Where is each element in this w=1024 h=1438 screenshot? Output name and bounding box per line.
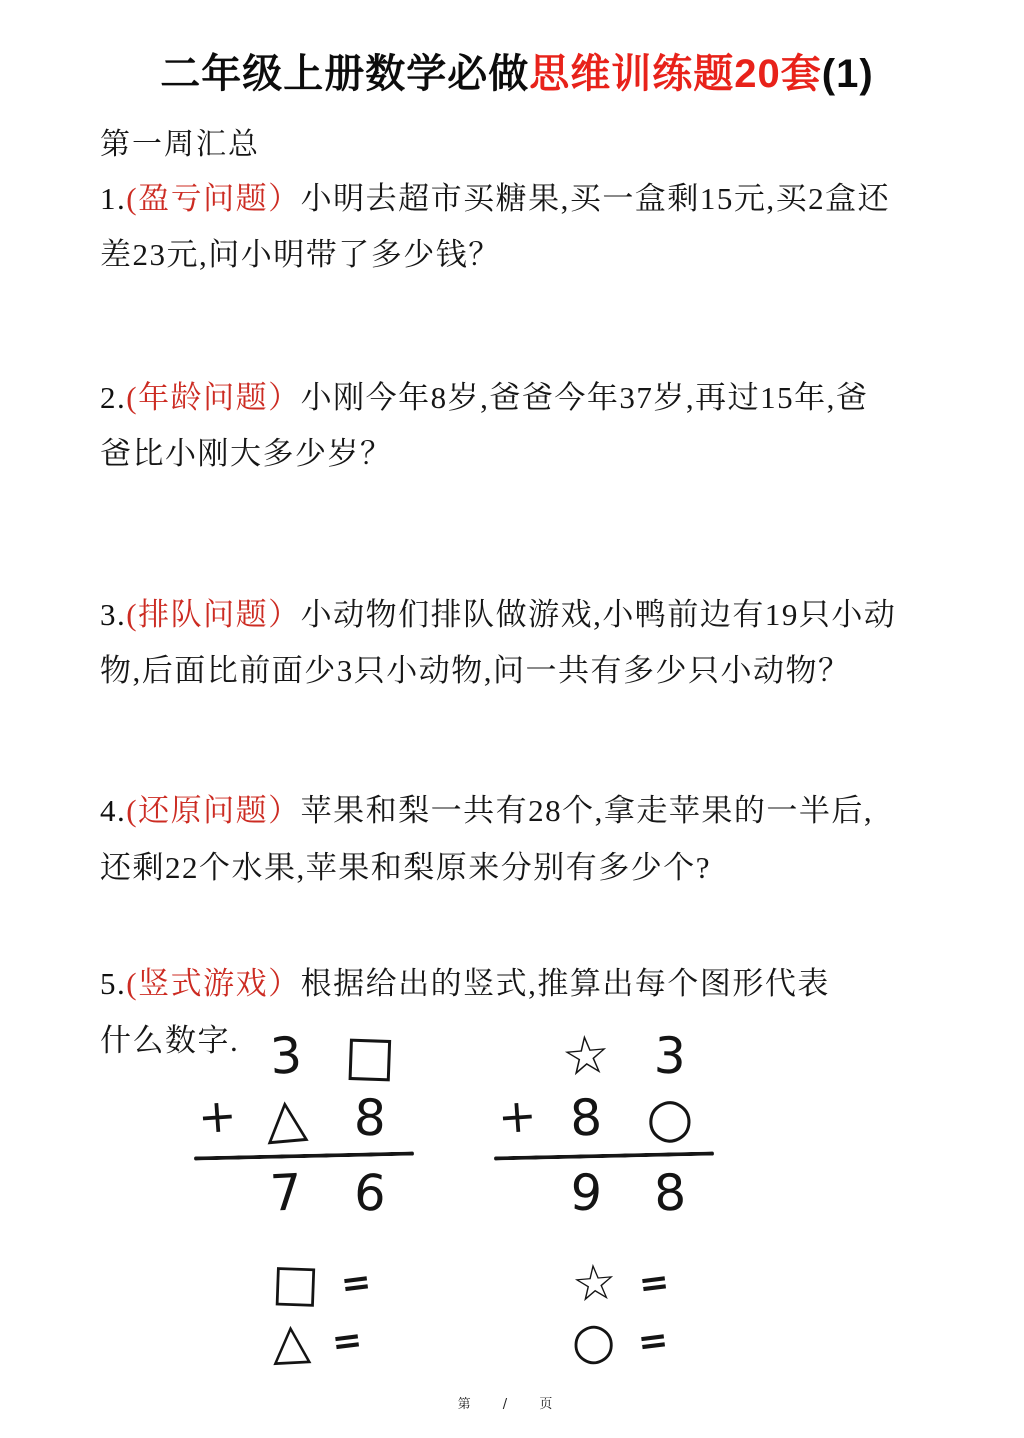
- problem-3-tag: (排队问题）: [126, 596, 301, 632]
- unknown-row: [569, 1252, 704, 1314]
- title-black-part: 二年级上册数学必做: [160, 52, 530, 96]
- problem-2-tag: (年龄问题）: [126, 379, 301, 415]
- star-shape: ☆: [559, 1022, 613, 1090]
- unknown-row: [272, 1312, 404, 1370]
- square-shape: □: [343, 1023, 397, 1088]
- problem-3-line1: 小动物们排队做游戏,小鸭前边有19只小动: [300, 596, 897, 632]
- puzzle-right: [496, 1022, 704, 1371]
- digit: 6: [352, 1163, 388, 1224]
- digit: 9: [568, 1163, 604, 1224]
- problem-3-number: 3.: [100, 596, 127, 632]
- puzzle-right-top-row: [552, 1022, 704, 1090]
- problem-4-number: 4.: [100, 793, 127, 829]
- problem-5-number: 5.: [100, 966, 127, 1002]
- unknown-row: [272, 1254, 404, 1312]
- puzzle-left-addend-row: [196, 1084, 404, 1151]
- equals-sign: =: [636, 1260, 672, 1306]
- problem-2: [100, 370, 934, 483]
- problem-5-tag: (竖式游戏）: [126, 966, 301, 1002]
- star-shape: ☆: [569, 1252, 620, 1314]
- puzzle-left-unknowns: [272, 1254, 404, 1370]
- page-title: [100, 42, 934, 99]
- page-footer: 第 / 页: [457, 1397, 567, 1412]
- week-summary-heading: 第一周汇总: [100, 128, 260, 161]
- triangle-shape: △: [270, 1311, 312, 1372]
- puzzle-left: [196, 1023, 404, 1372]
- problem-1-line2: 差23元,问小明带了多少钱？: [100, 237, 501, 273]
- problem-5-line2: 什么数字.: [100, 1022, 240, 1058]
- puzzle-left-top-row: [252, 1025, 404, 1087]
- digit: 8: [353, 1088, 387, 1148]
- puzzle-left-result-row: [252, 1162, 404, 1224]
- problem-4-line2: 还剩22个水果,苹果和梨原来分别有多少个?: [100, 849, 712, 885]
- title-suffix: (1): [821, 52, 874, 96]
- equals-sign: =: [338, 1260, 374, 1306]
- problem-2-line2: 爸比小刚大多少岁？: [100, 436, 393, 472]
- problem-3: [100, 587, 934, 700]
- puzzle-right-result-row: [552, 1162, 704, 1224]
- problem-1-line1: 小明去超市买糖果,买一盒剩15元,买2盒还: [300, 181, 891, 216]
- unknown-row: [572, 1312, 704, 1370]
- square-shape: □: [271, 1253, 321, 1313]
- plus-sign: +: [496, 1087, 539, 1145]
- circle-shape: ○: [645, 1085, 695, 1150]
- problem-4-tag: (还原问题）: [126, 793, 301, 829]
- title-red-part: 思维训练题20套: [529, 52, 822, 96]
- problem-5-line1: 根据给出的竖式,推算出每个图形代表: [300, 966, 830, 1002]
- digit: 3: [653, 1026, 687, 1086]
- triangle-shape: △: [262, 1084, 310, 1151]
- plus-sign: +: [196, 1087, 239, 1145]
- problem-4-line1: 苹果和梨一共有28个,拿走苹果的一半后,: [300, 793, 874, 829]
- digit: 8: [652, 1163, 688, 1223]
- sum-line: [494, 1152, 714, 1161]
- problem-1-number: 1.: [100, 181, 127, 216]
- equals-sign: =: [330, 1318, 366, 1364]
- sum-line: [194, 1152, 414, 1161]
- problem-1: [100, 171, 934, 284]
- equals-sign: =: [635, 1318, 671, 1364]
- digit: 8: [568, 1088, 604, 1148]
- puzzle-right-addend-row: [496, 1085, 704, 1150]
- problem-2-number: 2.: [100, 379, 127, 415]
- problem-4: [100, 783, 934, 896]
- problem-1-tag: (盈亏问题）: [126, 181, 301, 216]
- problem-3-line2: 物,后面比前面少3只小动物,问一共有多少只小动物？: [100, 653, 851, 689]
- circle-shape: ○: [571, 1311, 617, 1371]
- problem-2-line1: 小刚今年8岁,爸爸今年37岁,再过15年,爸: [300, 379, 869, 415]
- puzzle-right-unknowns: [569, 1252, 704, 1371]
- vertical-addition-area: [100, 1022, 934, 1372]
- digit: 3: [268, 1026, 304, 1086]
- digit: 7: [268, 1163, 304, 1223]
